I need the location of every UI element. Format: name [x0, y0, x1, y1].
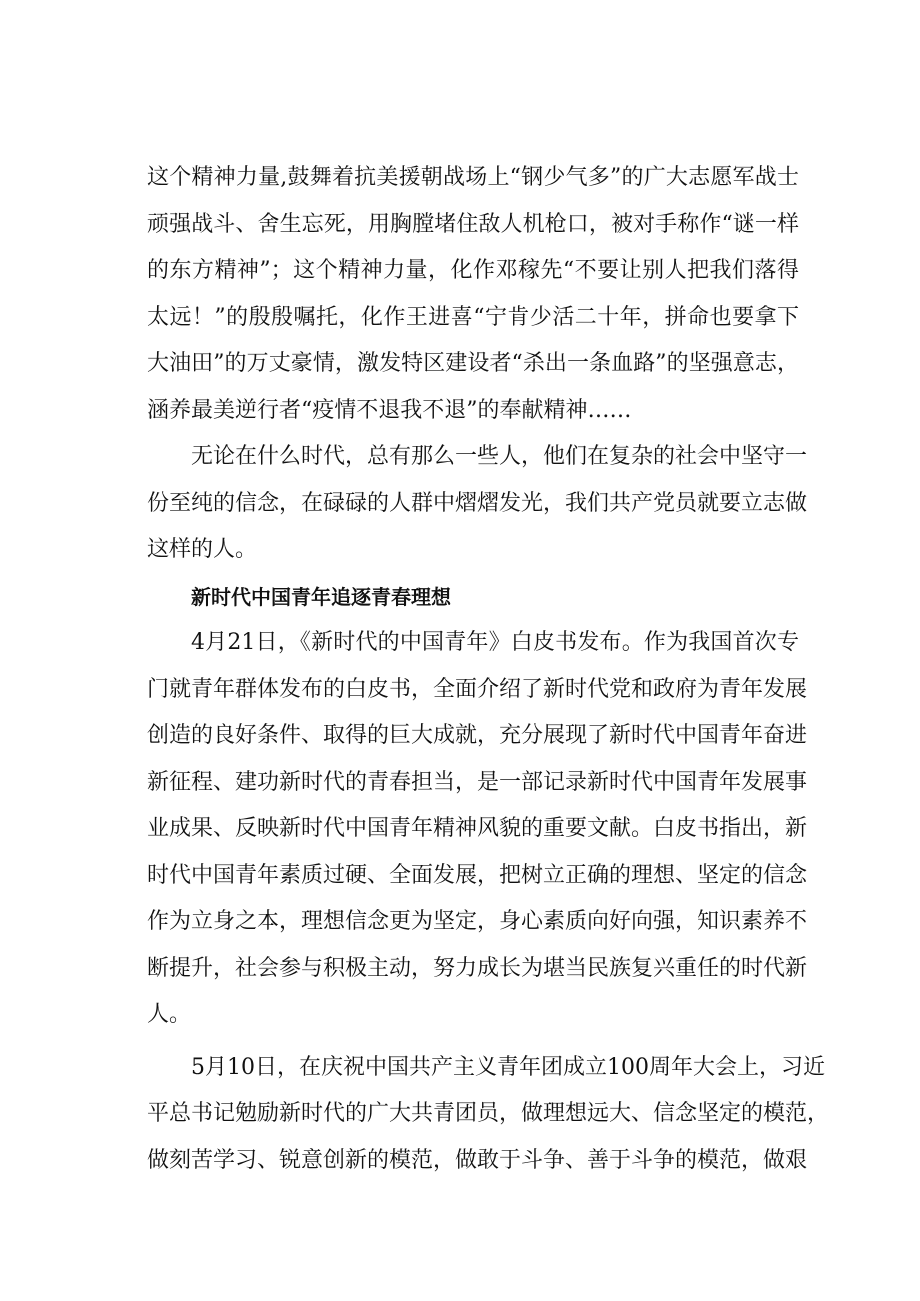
text-line: 断提升，社会参与积极主动，努力成长为堪当民族复兴重任的时代新: [147, 955, 808, 981]
text-line: 4月21日，《新时代的中国青年》白皮书发布。作为我国首次专: [191, 630, 799, 655]
paragraph-spirit-power: [147, 155, 799, 434]
text-line: 这个精神力量,鼓舞着抗美援朝战场上“钢少气多”的广大志愿军战士: [147, 165, 799, 190]
text-line: 门就青年群体发布的白皮书，全面介绍了新时代党和政府为青年发展: [147, 676, 808, 702]
text-line: 涵养最美逆行者“疫情不退我不退”的奉献精神……: [147, 397, 632, 423]
paragraph-white-paper: [147, 620, 808, 1039]
text-line: 人。: [147, 1002, 192, 1027]
text-line: 做刻苦学习、锐意创新的模范，做敢于斗争、善于斗争的模范，做艰: [147, 1147, 808, 1173]
text-line: 份至纯的信念，在碌碌的人群中熠熠发光，我们共产党员就要立志做: [147, 490, 808, 516]
text-line: 无论在什么时代，总有那么一些人，他们在复杂的社会中坚守一: [191, 444, 808, 469]
text-line: 大油田”的万丈豪情，激发特区建设者“杀出一条血路”的坚强意志，: [147, 351, 799, 376]
text-line: 的东方精神”；这个精神力量，化作邓稼先“不要让别人把我们落得: [147, 258, 799, 283]
text-line: 新征程、建功新时代的青春担当，是一部记录新时代中国青年发展事: [147, 769, 808, 795]
text-line: 业成果、反映新时代中国青年精神风貌的重要文献。白皮书指出，新: [147, 816, 808, 841]
document-body: [147, 155, 830, 1184]
text-line: 时代中国青年素质过硬、全面发展，把树立正确的理想、坚定的信念: [147, 862, 808, 888]
text-line: 太远！”的殷殷嘱托，化作王进喜“宁肯少活二十年，拼命也要拿下: [147, 304, 799, 330]
text-line: 顽强战斗、舍生忘死，用胸膛堵住敌人机枪口，被对手称作“谜一样: [147, 211, 799, 237]
paragraph-youth-league: [147, 1045, 830, 1185]
text-line: 5月10日，在庆祝中国共产主义青年团成立100周年大会上，习近: [191, 1054, 825, 1080]
text-line: 创造的良好条件、取得的巨大成就，充分展现了新时代中国青年奋进: [147, 723, 808, 748]
text-line: 这样的人。: [147, 537, 258, 562]
text-line: 平总书记勉励新时代的广大共青团员，做理想远大、信念坚定的模范，: [147, 1101, 830, 1126]
section-heading: 新时代中国青年追逐青春理想: [191, 584, 451, 609]
text-line: 作为立身之本，理想信念更为坚定，身心素质向好向强，知识素养不: [147, 909, 808, 934]
paragraph-every-era: [147, 434, 808, 574]
